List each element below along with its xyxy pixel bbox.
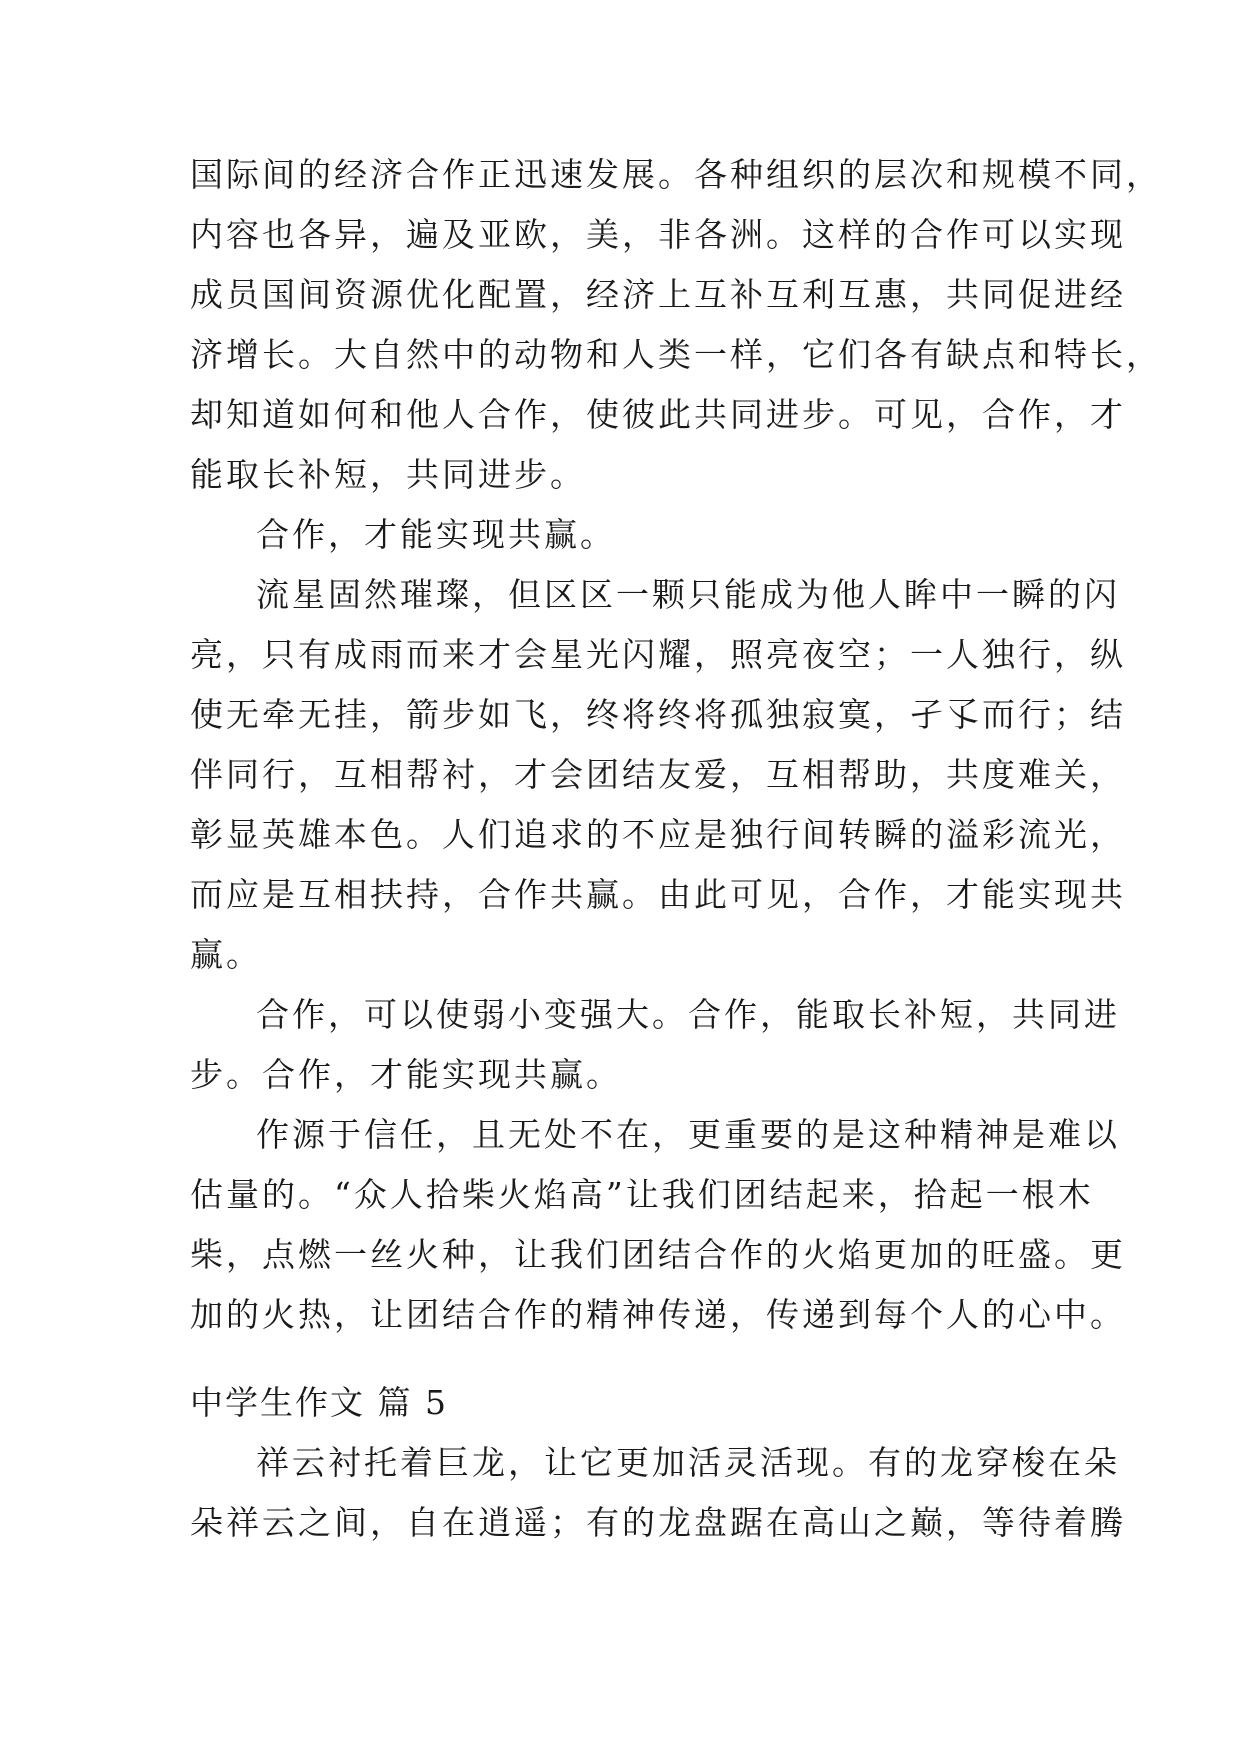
text-line: 内容也各异，遍及亚欧，美，非各洲。这样的合作可以实现 bbox=[190, 215, 1126, 254]
text-line: 能取长补短，共同进步。 bbox=[190, 455, 586, 494]
text-line: 合作，可以使弱小变强大。合作，能取长补短，共同进 bbox=[256, 995, 1120, 1034]
text-line: 朵祥云之间，自在逍遥；有的龙盘踞在高山之巅，等待着腾 bbox=[190, 1503, 1126, 1542]
text-line: 作源于信任，且无处不在，更重要的是这种精神是难以 bbox=[256, 1115, 1120, 1154]
text-line: 伴同行，互相帮衬，才会团结友爱，互相帮助，共度难关， bbox=[190, 755, 1126, 794]
text-line: 彰显英雄本色。人们追求的不应是独行间转瞬的溢彩流光， bbox=[190, 815, 1126, 854]
text-line: 济增长。大自然中的动物和人类一样，它们各有缺点和特长， bbox=[190, 335, 1162, 374]
section-heading: 中学生作文 篇 5 bbox=[190, 1383, 448, 1422]
text-line: 合作，才能实现共赢。 bbox=[256, 515, 616, 554]
text-line: 亮，只有成雨而来才会星光闪耀，照亮夜空；一人独行，纵 bbox=[190, 635, 1126, 674]
text-line: 柴，点燃一丝火种，让我们团结合作的火焰更加的旺盛。更 bbox=[190, 1235, 1126, 1274]
text-line: 赢。 bbox=[190, 935, 262, 974]
text-line: 祥云衬托着巨龙，让它更加活灵活现。有的龙穿梭在朵 bbox=[256, 1443, 1120, 1482]
text-line: 而应是互相扶持，合作共赢。由此可见，合作，才能实现共 bbox=[190, 875, 1126, 914]
text-line: 使无牵无挂，箭步如飞，终将终将孤独寂寞，孑孓而行；结 bbox=[190, 695, 1126, 734]
text-line: 加的火热，让团结合作的精神传递，传递到每个人的心中。 bbox=[190, 1295, 1126, 1334]
text-line: 步。合作，才能实现共赢。 bbox=[190, 1055, 622, 1094]
text-line: 却知道如何和他人合作，使彼此共同进步。可见，合作，才 bbox=[190, 395, 1126, 434]
text-line: 流星固然璀璨，但区区一颗只能成为他人眸中一瞬的闪 bbox=[256, 575, 1120, 614]
text-line: 估量的。“众人拾柴火焰高”让我们团结起来，拾起一根木 bbox=[190, 1175, 1094, 1214]
text-line: 成员国间资源优化配置，经济上互补互利互惠，共同促进经 bbox=[190, 275, 1126, 314]
text-line: 国际间的经济合作正迅速发展。各种组织的层次和规模不同， bbox=[190, 155, 1162, 194]
